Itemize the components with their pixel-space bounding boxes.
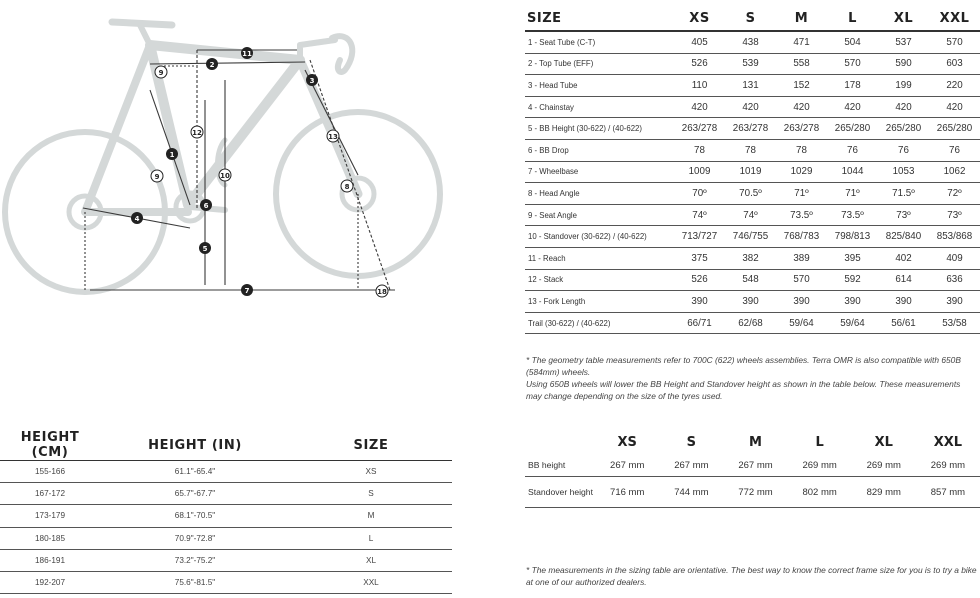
cell-value: 716 mm <box>595 477 659 508</box>
cell-value: 53/58 <box>929 312 980 334</box>
cell-value: 382 <box>725 247 776 269</box>
table-row <box>525 269 980 291</box>
cell-value: 405 <box>674 31 725 53</box>
cell-value: 269 mm <box>852 454 916 477</box>
svg-text:18: 18 <box>377 288 387 296</box>
geometry-header-row <box>525 6 980 31</box>
cell-value: 375 <box>674 247 725 269</box>
svg-text:6: 6 <box>203 202 209 210</box>
geometry-table <box>525 6 980 334</box>
cell-value: 420 <box>827 96 878 118</box>
cell-value: 265/280 <box>827 118 878 140</box>
cell-value: 802 mm <box>788 477 852 508</box>
svg-text:1: 1 <box>169 151 175 159</box>
cell-value: 76 <box>827 139 878 161</box>
cell-value: 152 <box>776 75 827 97</box>
cell-value: 199 <box>878 75 929 97</box>
cell-value: 390 <box>776 291 827 313</box>
cell-value: 526 <box>674 269 725 291</box>
svg-text:10: 10 <box>220 172 230 180</box>
cell-value: 504 <box>827 31 878 53</box>
cell-value: 389 <box>776 247 827 269</box>
cell-value: 72º <box>929 183 980 205</box>
cell-value: 173-179 <box>0 505 100 527</box>
geometry-note <box>526 354 978 402</box>
cell-value: 526 <box>674 53 725 75</box>
cell-value: 825/840 <box>878 226 929 248</box>
cell-value: 471 <box>776 31 827 53</box>
cell-value: 59/64 <box>827 312 878 334</box>
cell-value: 263/278 <box>776 118 827 140</box>
cell-value: 56/61 <box>878 312 929 334</box>
cell-value: 110 <box>674 75 725 97</box>
cell-value: 390 <box>725 291 776 313</box>
cell-value: 772 mm <box>723 477 787 508</box>
geometry-header-xs: XS <box>674 6 725 31</box>
row-label: 3 - Head Tube <box>525 75 674 97</box>
geometry-header-xxl: XXL <box>929 6 980 31</box>
cell-value: 265/280 <box>929 118 980 140</box>
geometry-header-xl: XL <box>878 6 929 31</box>
table-row <box>0 549 452 571</box>
svg-text:8: 8 <box>344 183 350 191</box>
bb-standover-table <box>525 430 980 508</box>
cell-value: 180-185 <box>0 527 100 549</box>
marker-11 <box>241 47 253 59</box>
cell-value: 420 <box>878 96 929 118</box>
cell-value: 746/755 <box>725 226 776 248</box>
cell-value: 603 <box>929 53 980 75</box>
geometry-header-l: L <box>827 6 878 31</box>
row-label: 13 - Fork Length <box>525 291 674 313</box>
cell-value: 75.6"-81.5" <box>100 571 290 593</box>
row-label: 12 - Stack <box>525 269 674 291</box>
svg-text:13: 13 <box>328 133 338 141</box>
bb-header-2: S <box>686 434 697 450</box>
row-label: Trail (30-622) / (40-622) <box>525 312 674 334</box>
cell-value: 76 <box>878 139 929 161</box>
svg-text:2: 2 <box>209 61 215 69</box>
table-row <box>525 454 980 477</box>
cell-value: 420 <box>674 96 725 118</box>
marker-9b <box>151 170 163 182</box>
row-label: 11 - Reach <box>525 247 674 269</box>
table-row <box>525 96 980 118</box>
cell-value: 390 <box>929 291 980 313</box>
cell-value: 70.5º <box>725 183 776 205</box>
row-label: 10 - Standover (30-622) / (40-622) <box>525 226 674 248</box>
cell-value: 558 <box>776 53 827 75</box>
cell-value: 220 <box>929 75 980 97</box>
cell-value: 768/783 <box>776 226 827 248</box>
svg-text:4: 4 <box>134 215 140 223</box>
bb-header-5: XL <box>874 434 893 450</box>
cell-value: 402 <box>878 247 929 269</box>
cell-value: 1009 <box>674 161 725 183</box>
cell-value: 269 mm <box>916 454 980 477</box>
table-row <box>525 161 980 183</box>
marker-13 <box>327 130 339 142</box>
svg-text:5: 5 <box>202 245 208 253</box>
cell-value: 1019 <box>725 161 776 183</box>
geometry-note-line2: Using 650B wheels will lower the BB Height and Standover height as shown in the table below. These measurements may change depending on the size of the tyres used. <box>526 379 961 401</box>
cell-value: 395 <box>827 247 878 269</box>
cell-value: 62/68 <box>725 312 776 334</box>
marker-12 <box>191 126 203 138</box>
marker-10 <box>219 169 231 181</box>
svg-text:12: 12 <box>192 129 202 137</box>
row-label: 5 - BB Height (30-622) / (40-622) <box>525 118 674 140</box>
size-header-1: HEIGHT (IN) <box>100 430 290 461</box>
cell-value: 263/278 <box>674 118 725 140</box>
cell-value: 70.9"-72.8" <box>100 527 290 549</box>
cell-value: 192-207 <box>0 571 100 593</box>
cell-value: 539 <box>725 53 776 75</box>
marker-5 <box>199 242 211 254</box>
row-label: 9 - Seat Angle <box>525 204 674 226</box>
cell-value: 78 <box>776 139 827 161</box>
cell-value: XXL <box>290 571 452 593</box>
bb-header-6: XXL <box>933 434 963 450</box>
table-row <box>525 118 980 140</box>
size-chart-table <box>0 430 452 594</box>
cell-value: 420 <box>929 96 980 118</box>
cell-value: 857 mm <box>916 477 980 508</box>
bb-header-4: L <box>815 434 824 450</box>
cell-value: 269 mm <box>788 454 852 477</box>
cell-value: 73.5º <box>776 204 827 226</box>
bb-header-3: M <box>749 434 762 450</box>
cell-value: 73.5º <box>827 204 878 226</box>
cell-value: 131 <box>725 75 776 97</box>
cell-value: 390 <box>878 291 929 313</box>
cell-value: 71º <box>827 183 878 205</box>
marker-2 <box>206 58 218 70</box>
cell-value: 267 mm <box>659 454 723 477</box>
cell-value: 1044 <box>827 161 878 183</box>
cell-value: 73.2"-75.2" <box>100 549 290 571</box>
sizing-note: * The measurements in the sizing table are orientative. The best way to know the correct frame size for you is to try a bike at one of our authorized dealers. <box>526 565 977 587</box>
marker-9 <box>155 66 167 78</box>
table-row <box>525 139 980 161</box>
table-row <box>525 291 980 313</box>
marker-18 <box>376 285 388 297</box>
svg-text:3: 3 <box>309 77 315 85</box>
cell-value: 570 <box>827 53 878 75</box>
cell-value: 744 mm <box>659 477 723 508</box>
cell-value: 267 mm <box>723 454 787 477</box>
cell-value: XS <box>290 461 452 483</box>
geometry-header-s: S <box>725 6 776 31</box>
cell-value: 155-166 <box>0 461 100 483</box>
row-label: BB height <box>525 454 595 477</box>
bb-header-0 <box>525 430 595 454</box>
cell-value: 74º <box>674 204 725 226</box>
marker-7 <box>241 284 253 296</box>
dim-1-seat-tube <box>150 90 190 205</box>
bike-silhouette <box>5 22 440 292</box>
table-row <box>525 183 980 205</box>
cell-value: 73º <box>878 204 929 226</box>
cell-value: 713/727 <box>674 226 725 248</box>
table-row <box>525 477 980 508</box>
cell-value: 590 <box>878 53 929 75</box>
table-row <box>0 461 452 483</box>
marker-3 <box>306 74 318 86</box>
marker-6 <box>200 199 212 211</box>
cell-value: 570 <box>929 31 980 53</box>
marker-8 <box>341 180 353 192</box>
svg-text:11: 11 <box>242 50 252 58</box>
cell-value: 1029 <box>776 161 827 183</box>
geometry-note-line1: * The geometry table measurements refer to 700C (622) wheels assemblies. Terra OMR is also compatible with 650B (584mm) wheels. <box>526 355 961 377</box>
table-row <box>525 53 980 75</box>
cell-value: 78 <box>725 139 776 161</box>
cell-value: 78 <box>674 139 725 161</box>
bb-header-1: XS <box>617 434 637 450</box>
cell-value: 74º <box>725 204 776 226</box>
cell-value: 76 <box>929 139 980 161</box>
table-row <box>525 226 980 248</box>
table-row <box>0 527 452 549</box>
row-label: 6 - BB Drop <box>525 139 674 161</box>
row-label: 4 - Chainstay <box>525 96 674 118</box>
cell-value: 71º <box>776 183 827 205</box>
cell-value: 570 <box>776 269 827 291</box>
size-header-2: SIZE <box>290 430 452 461</box>
svg-text:9: 9 <box>154 173 160 181</box>
cell-value: 548 <box>725 269 776 291</box>
svg-text:7: 7 <box>244 287 250 295</box>
cell-value: 798/813 <box>827 226 878 248</box>
cell-value: XL <box>290 549 452 571</box>
cell-value: 68.1"-70.5" <box>100 505 290 527</box>
table-row <box>525 31 980 53</box>
cell-value: 614 <box>878 269 929 291</box>
table-row <box>525 204 980 226</box>
cell-value: 73º <box>929 204 980 226</box>
saddle <box>112 22 172 25</box>
cell-value: 390 <box>674 291 725 313</box>
cell-value: 537 <box>878 31 929 53</box>
cell-value: 267 mm <box>595 454 659 477</box>
cell-value: M <box>290 505 452 527</box>
cell-value: 409 <box>929 247 980 269</box>
cell-value: 167-172 <box>0 483 100 505</box>
cell-value: 829 mm <box>852 477 916 508</box>
cell-value: 71.5º <box>878 183 929 205</box>
cell-value: 420 <box>725 96 776 118</box>
table-row <box>525 247 980 269</box>
cell-value: 59/64 <box>776 312 827 334</box>
cell-value: 1062 <box>929 161 980 183</box>
size-chart-header-row <box>0 430 452 461</box>
row-label: 2 - Top Tube (EFF) <box>525 53 674 75</box>
row-label: 1 - Seat Tube (C-T) <box>525 31 674 53</box>
marker-4 <box>131 212 143 224</box>
table-row <box>525 312 980 334</box>
row-label: 7 - Wheelbase <box>525 161 674 183</box>
cell-value: 178 <box>827 75 878 97</box>
table-row <box>0 483 452 505</box>
cell-value: 390 <box>827 291 878 313</box>
cell-value: 186-191 <box>0 549 100 571</box>
cell-value: 263/278 <box>725 118 776 140</box>
cell-value: S <box>290 483 452 505</box>
cell-value: 420 <box>776 96 827 118</box>
geometry-header-m: M <box>776 6 827 31</box>
cell-value: 65.7"-67.7" <box>100 483 290 505</box>
cell-value: 61.1"-65.4" <box>100 461 290 483</box>
geometry-header-size: SIZE <box>525 6 674 31</box>
cell-value: 636 <box>929 269 980 291</box>
svg-text:9: 9 <box>158 69 164 77</box>
cell-value: 265/280 <box>878 118 929 140</box>
cell-value: L <box>290 527 452 549</box>
table-row <box>525 75 980 97</box>
bb-header-row <box>525 430 980 454</box>
cell-value: 853/868 <box>929 226 980 248</box>
row-label: Standover height <box>525 477 595 508</box>
table-row <box>0 571 452 593</box>
cell-value: 438 <box>725 31 776 53</box>
size-header-0: HEIGHT (CM) <box>0 430 100 461</box>
table-row <box>0 505 452 527</box>
cell-value: 1053 <box>878 161 929 183</box>
marker-1 <box>166 148 178 160</box>
row-label: 8 - Head Angle <box>525 183 674 205</box>
cell-value: 70º <box>674 183 725 205</box>
cell-value: 66/71 <box>674 312 725 334</box>
bike-geometry-diagram <box>0 0 470 310</box>
cell-value: 592 <box>827 269 878 291</box>
